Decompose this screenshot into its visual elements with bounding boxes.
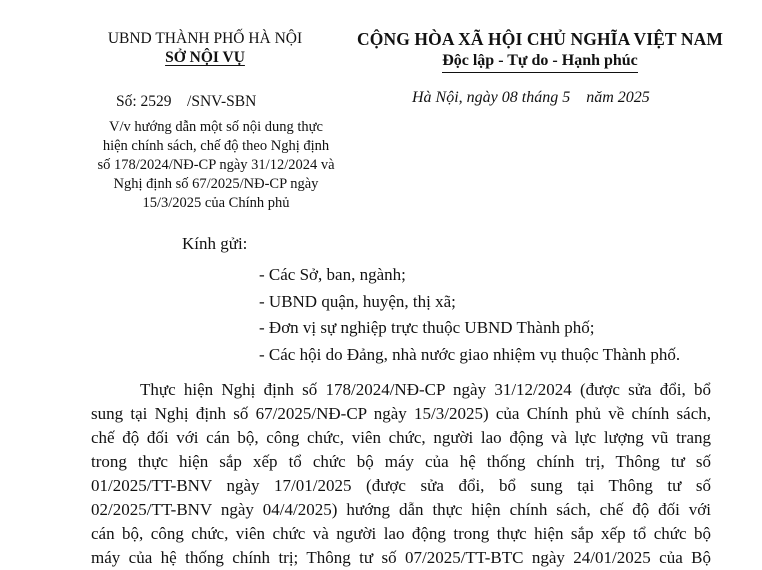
subject-line: số 178/2024/NĐ-CP ngày 31/12/2024 và: [97, 157, 335, 173]
subject-line: hiện chính sách, chế độ theo Nghị định: [102, 138, 330, 154]
national-motto: Độc lập - Tự do - Hạnh phúc: [442, 51, 638, 73]
recipient-item: - Các hội do Đảng, nhà nước giao nhiệm vụ thuộc Thành phố.: [259, 344, 681, 364]
body-line: chế độ đối với cán bộ, công chức, viên chức, người lao động và lực lượng vũ trang: [91, 428, 711, 447]
recipient-item: - Đơn vị sự nghiệp trực thuộc UBND Thành phố;: [259, 318, 595, 337]
place-and-date: Hà Nội, ngày 08 tháng 5 năm 2025: [412, 89, 650, 106]
national-title: CỘNG HÒA XÃ HỘI CHỦ NGHĨA VIỆT NAM: [357, 29, 723, 49]
body-line: 02/2025/TT-BNV ngày 04/4/2025) hướng dẫn thực hiện chính sách, chế độ đối với: [91, 500, 711, 519]
greeting: Kính gửi:: [182, 234, 248, 253]
body-line: máy của hệ thống chính trị; Thông tư số 07/2025/TT-BTC ngày 24/01/2025 của Bộ: [91, 548, 711, 567]
subject-line: Nghị định số 67/2025/NĐ-CP ngày: [113, 176, 319, 192]
body-line: Thực hiện Nghị định số 178/2024/NĐ-CP ngày 31/12/2024 (được sửa đổi, bổ: [140, 380, 711, 399]
body-line: sung tại Nghị định số 67/2025/NĐ-CP ngày 15/3/2025) của Chính phủ về chính sách,: [91, 404, 711, 423]
issuing-organization: SỞ NỘI VỤ: [165, 49, 245, 66]
body-line: cán bộ, công chức, viên chức và người lao động trong thực hiện sắp xếp tổ chức bộ: [91, 524, 711, 543]
subject-line: 15/3/2025 của Chính phủ: [142, 195, 290, 211]
document-subject: [68, 118, 364, 213]
recipient-item: - UBND quận, huyện, thị xã;: [259, 291, 456, 311]
body-line: trong thực hiện sắp xếp tổ chức bộ máy của hệ thống chính trị, Thông tư số: [91, 452, 711, 471]
parent-organization: UBND THÀNH PHỐ HÀ NỘI: [107, 30, 303, 47]
subject-line: V/v hướng dẫn một số nội dung thực: [109, 119, 323, 135]
national-heading-block: [340, 29, 740, 73]
body-paragraph: [91, 378, 711, 570]
recipient-list: [259, 262, 680, 368]
recipient-item: - Các Sở, ban, ngành;: [259, 265, 406, 284]
issuing-agency-block: [80, 29, 330, 67]
document-number: Số: 2529 /SNV-SBN: [116, 93, 257, 110]
body-line: 01/2025/TT-BNV ngày 17/01/2025 (được sửa đổi, bổ sung tại Thông tư số: [91, 476, 711, 495]
